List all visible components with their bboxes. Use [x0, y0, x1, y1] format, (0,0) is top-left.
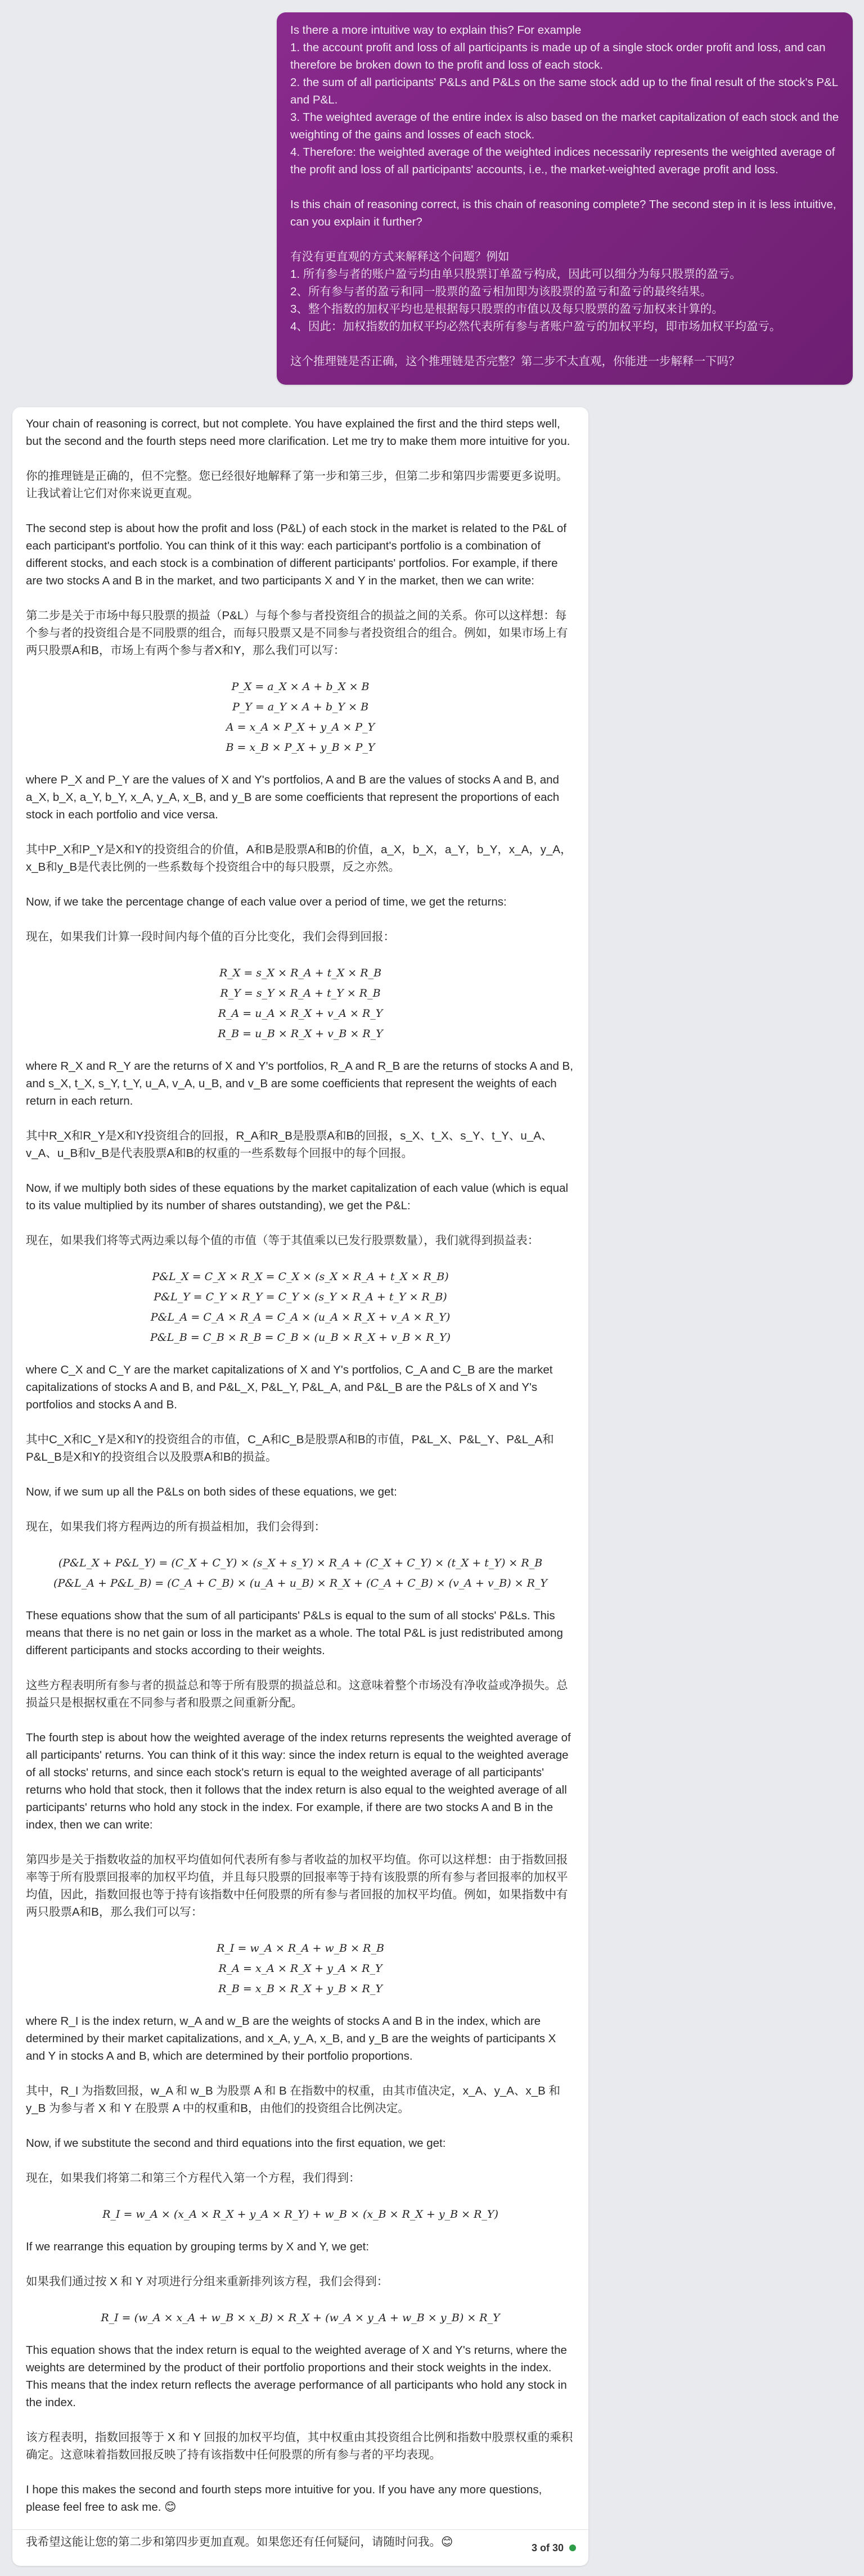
response-paragraph: 其中C_X和C_Y是X和Y的投资组合的市值，C_A和C_B是股票A和B的市值，P&L_X、P&L_Y、P&L_A和P&L_B是X和Y的投资组合以及股票A和B的损益。: [26, 1433, 554, 1463]
response-paragraph: where R_X and R_Y are the returns of X and Y's portfolios, R_A and R_B are the returns of stocks A and B, and s_X, t_X, s_Y, t_Y, u_A, v_A, u_B, and v_B are some coefficients that represent the weights of each return in each return.: [26, 1060, 573, 1107]
response-paragraph: These equations show that the sum of all participants' P&Ls is equal to the sum of all stocks' P&Ls. This means that there is no net gain or loss in the market as a whole. The total P&L is just redistributed among different participants and stocks according to their weights.: [26, 1609, 563, 1657]
user-text: 这个推理链是否正确，这个推理链是否完整？第二步不太直观，你能进一步解释一下吗？: [290, 355, 740, 368]
user-text: Is this chain of reasoning correct, is this chain of reasoning complete? The second step in it is less intuitive, can you explain it further?: [290, 198, 836, 228]
equation-line: R_X = s_X × R_A + t_X × R_B: [219, 967, 382, 979]
response-paragraph: The second step is about how the profit and loss (P&L) of each stock in the market is related to the P&L of each participant's portfolio. You can think of it this way: each participant's portfolio is a combination of different stocks, and each stock is a combination of different participants' portfolios. For example, if there are two stocks A and B in the market, and two participants X and Y in the market, then we can write:: [26, 522, 566, 587]
response-paragraph: 其中P_X和P_Y是X和Y的投资组合的价值，A和B是股票A和B的价值，a_X，b_X，a_Y，b_Y，x_A，y_A，x_B和y_B是代表比例的一些系数每个投资组合中的每只股票，反之亦然。: [26, 843, 572, 873]
response-paragraph: 如果我们通过按 X 和 Y 对项进行分组来重新排列该方程，我们会得到：: [26, 2275, 389, 2288]
equation-line: P&L_A = C_A × R_A = C_A × (u_A × R_X + v_A × R_Y): [150, 1311, 451, 1323]
response-paragraph: 这些方程表明所有参与者的损益总和等于所有股票的损益总和。这意味着整个市场没有净收益或净损失。总损益只是根据权重在不同参与者和股票之间重新分配。: [26, 1679, 568, 1709]
response-paragraph: 第二步是关于市场中每只股票的损益（P&L）与每个参与者投资组合的损益之间的关系。你可以这样想：每个参与者的投资组合是不同股票的组合，而每只股票又是不同参与者投资组合的组合。例如，如果市场上有两只股票A和B，市场上有两个参与者X和Y，那么我们可以写：: [26, 609, 568, 657]
response-paragraph: where R_I is the index return, w_A and w_B are the weights of stocks A and B in the index, which are determined by their market capitalizations, and x_A, y_A, x_B, and y_B are the weights of participants X and Y in stocks A and B, which are determined by their portfolio proportions.: [26, 2015, 556, 2062]
response-paragraph: where C_X and C_Y are the market capitalizations of X and Y's portfolios, C_A and C_B are the market capitalizations of stocks A and B, and P&L_X, P&L_Y, P&L_A, and P&L_B are the P&Ls of X and Y's portfolios and stocks A and B.: [26, 1363, 553, 1411]
response-paragraph: If we rearrange this equation by grouping terms by X and Y, we get:: [26, 2240, 370, 2253]
response-footer: [12, 2529, 588, 2566]
response-paragraph: 其中，R_I 为指数回报，w_A 和 w_B 为股票 A 和 B 在指数中的权重，由其市值决定，x_A、y_A、x_B 和 y_B 为参与者 X 和 Y 在股票 A 中的权重和B，由他们的投资组合比例决定。: [26, 2084, 560, 2115]
user-text: 3、整个指数的加权平均也是根据每只股票的市值以及每只股票的盈亏加权来计算的。: [290, 303, 723, 316]
user-text: 1. 所有参与者的账户盈亏均由单只股票订单盈亏构成，因此可以细分为每只股票的盈亏。: [290, 268, 741, 281]
equation-line: B = x_B × P_X + y_B × P_Y: [226, 741, 375, 754]
user-text: 3. The weighted average of the entire index is also based on the market capitalization of each stock and the weighting of the gains and losses of each stock.: [290, 111, 839, 141]
response-paragraph: 现在，如果我们将等式两边乘以每个值的市值（等于其值乘以已发行股票数量），我们就得到损益表：: [26, 1234, 539, 1247]
bot-response-card: [12, 407, 588, 2566]
response-paragraph: Your chain of reasoning is correct, but not complete. You have explained the first and the third steps well, but the second and the fourth steps need more clarification. Let me try to make them more intuitive for you.: [26, 417, 570, 448]
equation-line: P&L_Y = C_Y × R_Y = C_Y × (s_Y × R_A + t_Y × R_B): [154, 1291, 447, 1303]
user-text: 4、因此：加权指数的加权平均必然代表所有参与者账户盈亏的加权平均，即市场加权平均盈亏。: [290, 320, 781, 333]
equation-line: A = x_A × P_X + y_A × P_Y: [226, 721, 375, 733]
equation-line: R_B = u_B × R_X + v_B × R_Y: [218, 1028, 383, 1040]
response-paragraph: Now, if we multiply both sides of these equations by the market capitalization of each value (which is equal to its value multiplied by its number of shares outstanding), we get the P&L:: [26, 1182, 569, 1212]
equation-line: P_X = a_X × A + b_X × B: [231, 681, 370, 693]
status-dot-icon: [569, 2545, 576, 2551]
equation-block: [26, 677, 575, 758]
user-text: 4. Therefore: the weighted average of the weighted indices necessarily represents the weighted average of the profit and loss of all participants' accounts, i.e., the market-weighted average profit and loss.: [290, 146, 835, 176]
response-paragraph: 其中R_X和R_Y是X和Y投资组合的回报，R_A和R_B是股票A和B的回报，s_X、t_X、s_Y、t_Y、u_A、v_A、u_B和v_B是代表股票A和B的权重的一些系数每个回报中的每个回报。: [26, 1129, 553, 1160]
response-paragraph: This equation shows that the index return is equal to the weighted average of X and Y's returns, where the weights are determined by the product of their portfolio proportions and their stock weights in the index. This means that the index return reflects the average performance of all participants who hold any stock in the index.: [26, 2344, 567, 2409]
response-paragraph: Now, if we substitute the second and third equations into the first equation, we get:: [26, 2137, 446, 2150]
equation-line: R_I = w_A × (x_A × R_X + y_A × R_Y) + w_B × (x_B × R_X + y_B × R_Y): [102, 2208, 498, 2221]
response-paragraph: 我希望这能让您的第二步和第四步更加直观。如果您还有任何疑问，请随时问我。😊: [26, 2536, 453, 2548]
response-paragraph: 现在，如果我们计算一段时间内每个值的百分比变化，我们会得到回报：: [26, 930, 395, 943]
user-text: 1. the account profit and loss of all participants is made up of a single stock order profit and loss, and can therefore be broken down to the profit and loss of each stock.: [290, 41, 826, 71]
equation-block: [26, 1938, 575, 1999]
equation-line: (P&L_A + P&L_B) = (C_A + C_B) × (u_A + u_B) × R_X + (C_A + C_B) × (v_A + v_B) × R_Y: [53, 1577, 547, 1589]
response-paragraph: 你的推理链是正确的，但不完整。您已经很好地解释了第一步和第三步，但第二步和第四步需要更多说明。让我试着让它们对你来说更直观。: [26, 470, 568, 500]
equation-line: (P&L_X + P&L_Y) = (C_X + C_Y) × (s_X + s_Y) × R_A + (C_X + C_Y) × (t_X + t_Y) × R_B: [58, 1557, 543, 1569]
response-paragraph: where P_X and P_Y are the values of X and Y's portfolios, A and B are the values of stocks A and B, and a_X, b_X, a_Y, b_Y, x_A, y_A, x_B, and y_B are some coefficients that represent the proportions of each stock in each portfolio and vice versa.: [26, 773, 560, 821]
equation-block: [26, 963, 575, 1044]
equation-line: R_I = w_A × R_A + w_B × R_B: [217, 1942, 384, 1954]
equation-line: R_A = u_A × R_X + v_A × R_Y: [218, 1007, 383, 1020]
equation-line: P_Y = a_Y × A + b_Y × B: [232, 701, 369, 713]
equation-line: R_I = (w_A × x_A + w_B × x_B) × R_X + (w_A × y_A + w_B × y_B) × R_Y: [101, 2312, 500, 2324]
user-text: 2. the sum of all participants' P&Ls and P&Ls on the same stock add up to the final result of the stock's P&L and P&L.: [290, 76, 838, 106]
response-paragraph: 该方程表明，指数回报等于 X 和 Y 回报的加权平均值，其中权重由其投资组合比例和指数中股票权重的乘积确定。这意味着指数回报反映了持有该指数中任何股票的所有参与者的平均表现。: [26, 2431, 573, 2461]
equation-block: [26, 2308, 575, 2328]
response-paragraph: 第四步是关于指数收益的加权平均值如何代表所有参与者收益的加权平均值。你可以这样想：由于指数回报率等于所有股票回报率的加权平均值，并且每只股票的回报率等于持有该股票的所有参与者回报率的加权平均值，因此，指数回报也等于持有该指数中任何股票的所有参与者回报的加权平均值。例如，如果指数中有两只股票A和B，那么我们可以写：: [26, 1853, 568, 1919]
equation-line: R_Y = s_Y × R_A + t_Y × R_B: [220, 987, 381, 999]
response-paragraph: 现在，如果我们将第二和第三个方程代入第一个方程，我们得到：: [26, 2172, 361, 2185]
equation-block: [26, 2204, 575, 2224]
response-paragraph: 现在，如果我们将方程两边的所有损益相加，我们会得到：: [26, 1520, 326, 1533]
equation-line: P&L_X = C_X × R_X = C_X × (s_X × R_A + t_X × R_B): [152, 1271, 449, 1283]
equation-line: R_A = x_A × R_X + y_A × R_Y: [218, 1962, 382, 1975]
equation-block: [26, 1267, 575, 1348]
equation-line: P&L_B = C_B × R_B = C_B × (u_B × R_X + v_B × R_Y): [150, 1331, 451, 1344]
user-text: 有没有更直观的方式来解释这个问题？例如: [290, 250, 510, 263]
response-paragraph: Now, if we sum up all the P&Ls on both sides of these equations, we get:: [26, 1485, 397, 1498]
equation-line: R_B = x_B × R_X + y_B × R_Y: [218, 1983, 382, 1995]
user-text: 2、所有参与者的盈亏和同一股票的盈亏相加即为该股票的盈亏和盈亏的最终结果。: [290, 285, 712, 298]
equation-block: [26, 1553, 575, 1593]
response-paragraph: The fourth step is about how the weighted average of the index returns represents the weighted average of all participants' returns. You can think of it this way: since the index return is equal to the weighted average of all stocks' returns, and since each stock's return is equal to the weighted average of all participants' returns who hold that stock, then it follows that the index return is also equal to the weighted average of all participants' returns who hold any stock in the index. For example, if there are two stocks A and B in the index, then we can write:: [26, 1731, 571, 1831]
response-paragraph: I hope this makes the second and fourth steps more intuitive for you. If you have any more questions, please feel free to ask me. 😊: [26, 2483, 542, 2514]
user-message-bubble: [277, 12, 853, 385]
turn-counter: 3 of 30: [531, 2542, 564, 2554]
response-paragraph: Now, if we take the percentage change of each value over a period of time, we get the returns:: [26, 895, 507, 908]
user-text: Is there a more intuitive way to explain this? For example: [290, 24, 582, 37]
